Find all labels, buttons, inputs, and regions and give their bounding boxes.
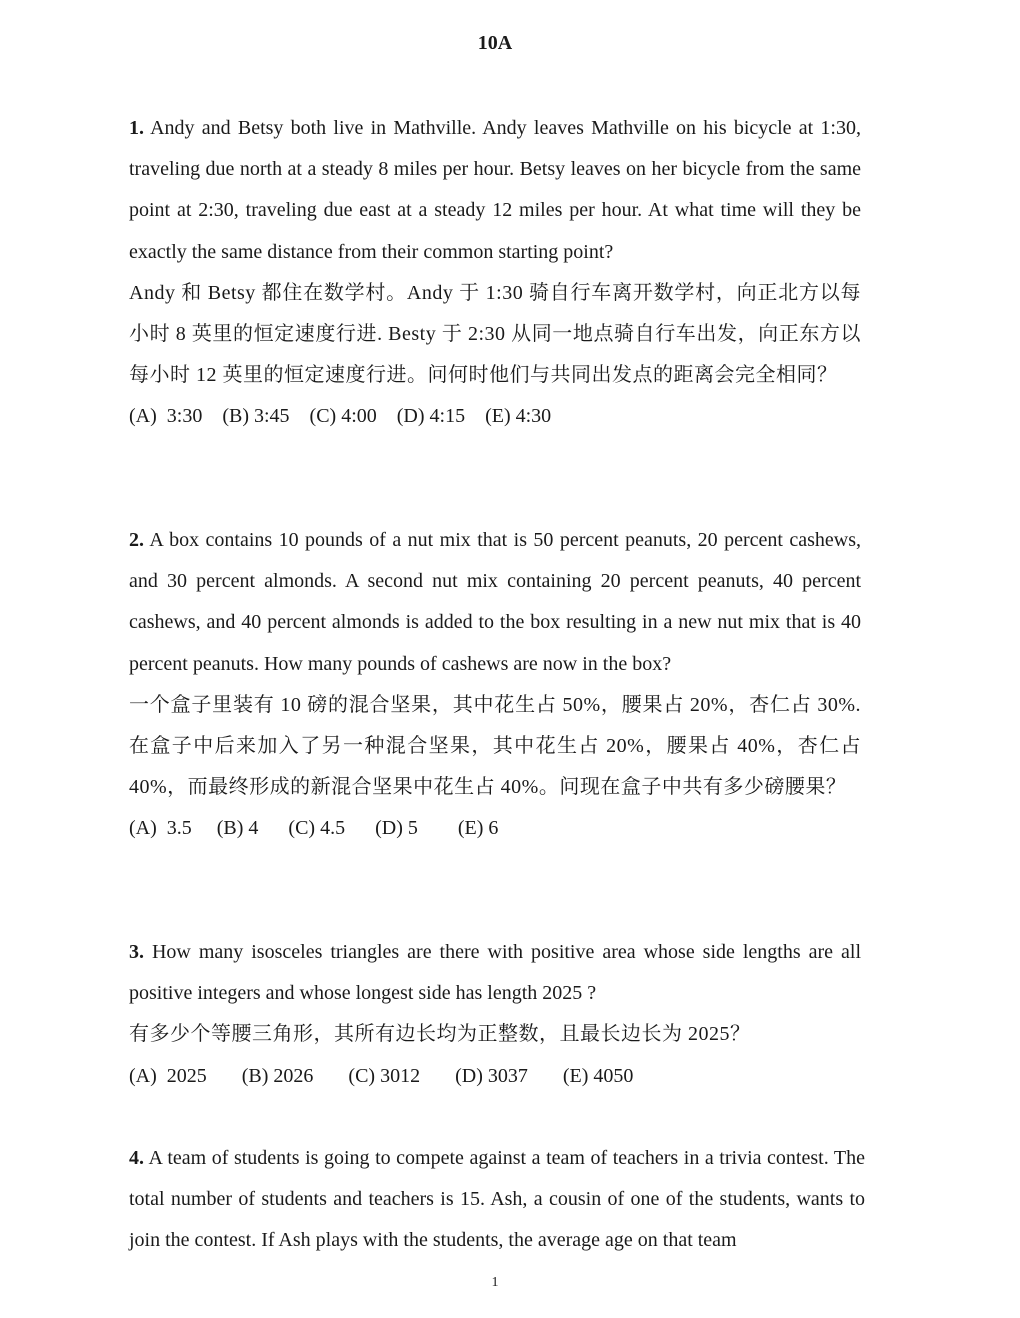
problem-2 — [129, 520, 861, 850]
answer-choices: (A) 2025 (B) 2026 (C) 3012 (D) 3037 (E) 4050 — [129, 1064, 634, 1087]
problem-number: 1. — [129, 117, 144, 139]
problem-text: How many isosceles triangles are there with positive area whose side lengths are all positive integers and whose longest side has length 2025 ? — [129, 941, 862, 1005]
page-number: 1 — [491, 1275, 499, 1290]
problem-chinese-text: Andy 和 Betsy 都住在数学村。Andy 于 1:30 骑自行车离开数学村，向正北方以每小时 8 英里的恒定速度行进. Besty 于 2:30 从同一地点骑自行车出发，向正东方以每小时 12 英里的恒定速度行进。问何时他们与共同出发点的距离会完全相同？ — [129, 281, 861, 387]
problem-english-text — [129, 520, 861, 685]
problem-3 — [129, 932, 861, 1097]
problem-1 — [129, 108, 861, 438]
problem-chinese-text: 一个盒子里装有 10 磅的混合坚果，其中花生占 50%，腰果占 20%，杏仁占 30%. 在盒子中后来加入了另一种混合坚果，其中花生占 20%，腰果占 40%，杏仁占 40%，而最终形成的新混合坚果中花生占 40%。问现在盒子中共有多少磅腰果？ — [129, 693, 861, 799]
problem-english-text — [129, 108, 861, 273]
page-title: 10A — [477, 32, 513, 54]
problem-text: Andy and Betsy both live in Mathville. Andy leaves Mathville on his bicycle at 1:30, traveling due north at a steady 8 miles per hour. Betsy leaves on her bicycle from the same point at 2:30, traveling due east at a steady 12 miles per hour. At what time will they be exactly the same distance from their common starting point? — [129, 117, 861, 263]
problem-number: 2. — [129, 529, 144, 551]
problem-number: 4. — [129, 1147, 144, 1169]
problem-english-text — [129, 932, 861, 1014]
problem-4 — [129, 1138, 865, 1262]
problem-chinese-text: 有多少个等腰三角形，其所有边长均为正整数，且最长边长为 2025？ — [129, 1023, 751, 1046]
problem-number: 3. — [129, 941, 144, 963]
problem-text: A box contains 10 pounds of a nut mix that is 50 percent peanuts, 20 percent cashews, and 30 percent almonds. A second nut mix containing 20 percent peanuts, 40 percent cashews, and 40 percent almonds is added to the box resulting in a new nut mix that is 40 percent peanuts. How many pounds of cashews are now in the box? — [129, 529, 861, 675]
answer-choices: (A) 3:30 (B) 3:45 (C) 4:00 (D) 4:15 (E) 4:30 — [129, 405, 552, 428]
answer-choices: (A) 3.5 (B) 4 (C) 4.5 (D) 5 (E) 6 — [129, 817, 499, 840]
problem-text: A team of students is going to compete against a team of teachers in a trivia contest. The total number of students and teachers is 15. Ash, a cousin of one of the students, wants to join the contest. If Ash plays with the students, the average age on that team — [129, 1147, 865, 1252]
problem-english-text — [129, 1138, 865, 1262]
